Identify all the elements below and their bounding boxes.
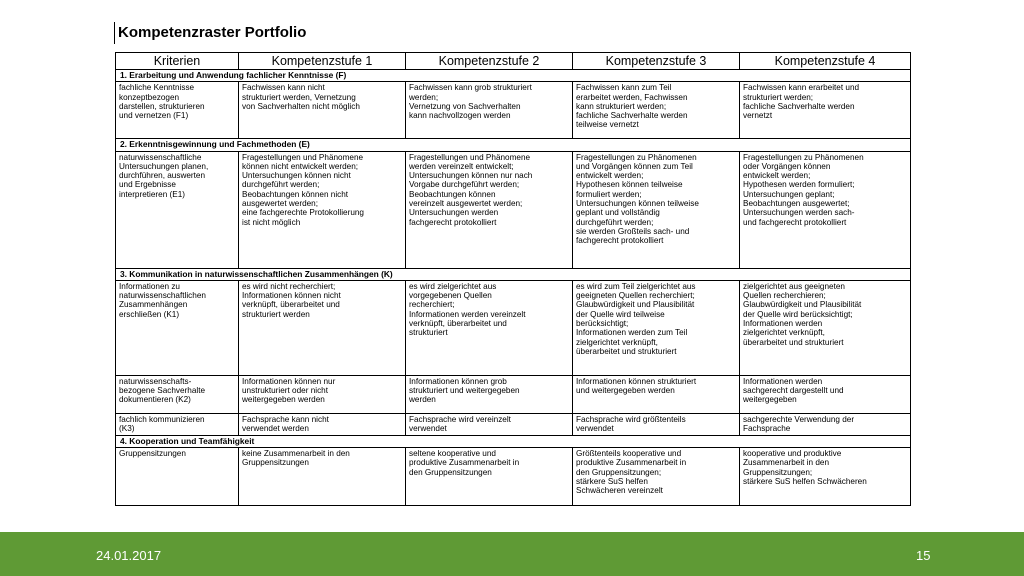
level-cell: es wird zum Teil zielgerichtet aus geeigneten Quellen recherchiert; Glaubwürdigkeit und Plausibilität der Quelle wird teilweise berücksichtigt; Informationen werden zum Teil zielgerichtet verknüpft, überarbeitet und strukturiert xyxy=(573,280,740,375)
header-level-4: Kompetenzstufe 4 xyxy=(740,53,911,70)
section-heading-row xyxy=(116,435,911,447)
page-number: 15 xyxy=(916,548,931,563)
level-cell: sachgerechte Verwendung der Fachsprache xyxy=(740,413,911,435)
level-cell: Fragestellungen zu Phänomenen und Vorgängen können zum Teil entwickelt werden; Hypothesen können teilweise formuliert werden; Untersuchungen können teilweise geplant und vollständig durchgeführt werden; sie werden Großteils sach- und fachgerecht protokolliert xyxy=(573,151,740,268)
header-level-2: Kompetenzstufe 2 xyxy=(406,53,573,70)
table-row xyxy=(116,413,911,435)
level-cell: Fachwissen kann nicht strukturiert werden, Vernetzung von Sachverhalten nicht möglich xyxy=(239,82,406,139)
header-level-1: Kompetenzstufe 1 xyxy=(239,53,406,70)
criterion-cell: naturwissenschafts- bezogene Sachverhalte dokumentieren (K2) xyxy=(116,375,239,413)
header-criteria: Kriterien xyxy=(116,53,239,70)
table-row xyxy=(116,280,911,375)
section-heading: 3. Kommunikation in naturwissenschaftlichen Zusammenhängen (K) xyxy=(116,268,911,280)
criterion-cell: fachlich kommunizieren (K3) xyxy=(116,413,239,435)
title-rule xyxy=(114,22,115,44)
level-cell: zielgerichtet aus geeigneten Quellen recherchieren; Glaubwürdigkeit und Plausibilität der Quelle wird berücksichtigt; Informationen werden zielgerichtet verknüpft, überarbeitet und strukturiert xyxy=(740,280,911,375)
criterion-cell: naturwissenschaftliche Untersuchungen planen, durchführen, auswerten und Ergebnisse interpretieren (E1) xyxy=(116,151,239,268)
level-cell: Fragestellungen und Phänomene werden vereinzelt entwickelt; Untersuchungen können nur nach Vorgabe durchgeführt werden; Beobachtungen können vereinzelt ausgewertet werden; Untersuchungen werden fachgerecht protokolliert xyxy=(406,151,573,268)
level-cell: Informationen werden sachgerecht dargestellt und weitergegeben xyxy=(740,375,911,413)
level-cell: Fachsprache wird vereinzelt verwendet xyxy=(406,413,573,435)
criterion-cell: Informationen zu naturwissenschaftlichen Zusammenhängen erschließen (K1) xyxy=(116,280,239,375)
table-row xyxy=(116,82,911,139)
level-cell: keine Zusammenarbeit in den Gruppensitzungen xyxy=(239,448,406,506)
table-row xyxy=(116,375,911,413)
criterion-cell: Gruppensitzungen xyxy=(116,448,239,506)
criterion-cell: fachliche Kenntnisse konzeptbezogen darstellen, strukturieren und vernetzen (F1) xyxy=(116,82,239,139)
level-cell: Fachwissen kann grob strukturiert werden; Vernetzung von Sachverhalten kann nachvollzogen werden xyxy=(406,82,573,139)
level-cell: Fragestellungen und Phänomene können nicht entwickelt werden; Untersuchungen können nicht durchgeführt werden; Beobachtungen können nicht ausgewertet werden; eine fachgerechte Protokollierung ist nicht möglich xyxy=(239,151,406,268)
table-header-row xyxy=(116,53,911,70)
section-heading-row xyxy=(116,268,911,280)
section-heading: 1. Erarbeitung und Anwendung fachlicher Kenntnisse (F) xyxy=(116,70,911,82)
level-cell: seltene kooperative und produktive Zusammenarbeit in den Gruppensitzungen xyxy=(406,448,573,506)
level-cell: Fragestellungen zu Phänomenen oder Vorgängen können entwickelt werden; Hypothesen werden formuliert; Untersuchungen geplant; Beobachtungen ausgewertet; Untersuchungen werden sach- und fachgerecht protokolliert xyxy=(740,151,911,268)
level-cell: es wird zielgerichtet aus vorgegebenen Quellen recherchiert; Informationen werden vereinzelt verknüpft, überarbeitet und strukturiert xyxy=(406,280,573,375)
level-cell: Informationen können nur unstrukturiert oder nicht weitergegeben werden xyxy=(239,375,406,413)
table-row xyxy=(116,151,911,268)
level-cell: Größtenteils kooperative und produktive Zusammenarbeit in den Gruppensitzungen; stärkere SuS helfen Schwächeren vereinzelt xyxy=(573,448,740,506)
competency-grid-table xyxy=(115,52,911,506)
level-cell: Fachwissen kann zum Teil erarbeitet werden, Fachwissen kann strukturiert werden; fachliche Sachverhalte werden teilweise vernetzt xyxy=(573,82,740,139)
section-heading: 2. Erkenntnisgewinnung und Fachmethoden (E) xyxy=(116,139,911,151)
level-cell: Fachsprache wird größtenteils verwendet xyxy=(573,413,740,435)
level-cell: Informationen können grob strukturiert und weitergegeben werden xyxy=(406,375,573,413)
level-cell: Fachwissen kann erarbeitet und strukturiert werden; fachliche Sachverhalte werden vernetzt xyxy=(740,82,911,139)
section-heading: 4. Kooperation und Teamfähigkeit xyxy=(116,435,911,447)
table-row xyxy=(116,448,911,506)
level-cell: Fachsprache kann nicht verwendet werden xyxy=(239,413,406,435)
document-title: Kompetenzraster Portfolio xyxy=(118,24,307,41)
level-cell: kooperative und produktive Zusammenarbeit in den Gruppensitzungen; stärkere SuS helfen Schwächeren xyxy=(740,448,911,506)
level-cell: Informationen können strukturiert und weitergegeben werden xyxy=(573,375,740,413)
header-level-3: Kompetenzstufe 3 xyxy=(573,53,740,70)
section-heading-row xyxy=(116,139,911,151)
section-heading-row xyxy=(116,70,911,82)
level-cell: es wird nicht recherchiert; Informationen können nicht verknüpft, überarbeitet und strukturiert werden xyxy=(239,280,406,375)
footer-date: 24.01.2017 xyxy=(96,548,162,563)
